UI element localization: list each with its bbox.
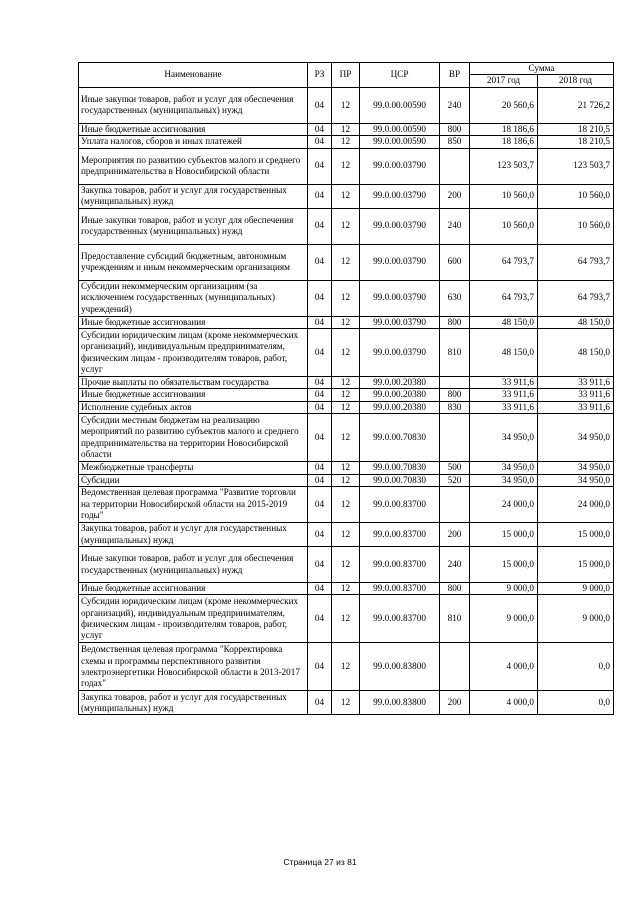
row-name: Исполнение судебных актов — [79, 401, 308, 413]
row-vr — [440, 414, 470, 462]
row-name: Иные бюджетные ассигнования — [79, 583, 308, 595]
row-csr: 99.0.00.20380 — [360, 401, 440, 413]
table-row — [79, 123, 614, 135]
row-name: Ведомственная целевая программа "Корректировка схемы и программы перспективного развития электроэнергетики Новосибирской области в 2013-2017 годах" — [79, 643, 308, 691]
row-csr: 99.0.00.00590 — [360, 136, 440, 148]
budget-table — [78, 62, 614, 715]
row-name: Иные бюджетные ассигнования — [79, 123, 308, 135]
table-row — [79, 377, 614, 389]
row-rz: 04 — [308, 462, 332, 474]
row-pr: 12 — [332, 329, 360, 377]
row-sum-2017: 33 911,6 — [470, 401, 538, 413]
row-sum-2017: 123 503,7 — [470, 148, 538, 184]
row-csr: 99.0.00.83700 — [360, 487, 440, 523]
table-row — [79, 329, 614, 377]
row-rz: 04 — [308, 643, 332, 691]
row-rz: 04 — [308, 474, 332, 486]
row-name: Субсидии юридическим лицам (кроме некоммерческих организаций), индивидуальным предпринимателям, физическим лицам - производителям товаров, работ, услуг — [79, 595, 308, 643]
row-rz: 04 — [308, 123, 332, 135]
row-sum-2018: 34 950,0 — [538, 474, 614, 486]
row-vr: 800 — [440, 583, 470, 595]
row-pr: 12 — [332, 487, 360, 523]
row-name: Межбюджетные трансферты — [79, 462, 308, 474]
row-sum-2017: 10 560,0 — [470, 184, 538, 208]
header-sum: Сумма — [470, 63, 614, 75]
row-sum-2018: 24 000,0 — [538, 487, 614, 523]
row-vr — [440, 487, 470, 523]
row-pr: 12 — [332, 583, 360, 595]
row-sum-2017: 24 000,0 — [470, 487, 538, 523]
row-pr: 12 — [332, 474, 360, 486]
table-row — [79, 462, 614, 474]
row-csr: 99.0.00.83700 — [360, 595, 440, 643]
row-sum-2018: 123 503,7 — [538, 148, 614, 184]
row-sum-2018: 33 911,6 — [538, 389, 614, 401]
table-row — [79, 280, 614, 316]
table-row — [79, 414, 614, 462]
row-rz: 04 — [308, 583, 332, 595]
row-rz: 04 — [308, 136, 332, 148]
table-row — [79, 208, 614, 244]
row-rz: 04 — [308, 208, 332, 244]
header-year-2018: 2018 год — [538, 75, 614, 87]
row-vr: 200 — [440, 523, 470, 547]
row-vr: 800 — [440, 389, 470, 401]
row-csr: 99.0.00.83700 — [360, 583, 440, 595]
row-pr: 12 — [332, 595, 360, 643]
row-name: Предоставление субсидий бюджетным, автономным учреждениям и иным некоммерческим организациям — [79, 244, 308, 280]
table-row — [79, 583, 614, 595]
header-pr: ПР — [332, 63, 360, 88]
row-sum-2018: 33 911,6 — [538, 377, 614, 389]
row-pr: 12 — [332, 136, 360, 148]
table-row — [79, 184, 614, 208]
header-year-2017: 2017 год — [470, 75, 538, 87]
row-vr: 630 — [440, 280, 470, 316]
row-vr: 800 — [440, 123, 470, 135]
row-sum-2018: 15 000,0 — [538, 547, 614, 583]
row-sum-2017: 10 560,0 — [470, 208, 538, 244]
row-sum-2017: 48 150,0 — [470, 329, 538, 377]
row-sum-2017: 34 950,0 — [470, 462, 538, 474]
row-rz: 04 — [308, 280, 332, 316]
row-rz: 04 — [308, 595, 332, 643]
row-sum-2017: 33 911,6 — [470, 389, 538, 401]
row-pr: 12 — [332, 208, 360, 244]
row-sum-2017: 18 186,6 — [470, 123, 538, 135]
table-row — [79, 487, 614, 523]
row-vr: 200 — [440, 691, 470, 715]
row-rz: 04 — [308, 184, 332, 208]
header-csr: ЦСР — [360, 63, 440, 88]
row-pr: 12 — [332, 148, 360, 184]
page-number: Страница 27 из 81 — [283, 857, 357, 867]
row-csr: 99.0.00.83800 — [360, 691, 440, 715]
row-csr: 99.0.00.70830 — [360, 462, 440, 474]
row-sum-2017: 48 150,0 — [470, 316, 538, 328]
row-sum-2017: 9 000,0 — [470, 595, 538, 643]
row-pr: 12 — [332, 316, 360, 328]
row-rz: 04 — [308, 148, 332, 184]
row-vr: 240 — [440, 87, 470, 123]
header-name: Наименование — [79, 63, 308, 88]
row-rz: 04 — [308, 244, 332, 280]
row-sum-2018: 64 793,7 — [538, 280, 614, 316]
row-name: Субсидии юридическим лицам (кроме некоммерческих организаций), индивидуальным предпринимателям, физическим лицам - производителям товаров, работ, услуг — [79, 329, 308, 377]
row-sum-2017: 4 000,0 — [470, 691, 538, 715]
row-name: Мероприятия по развитию субъектов малого и среднего предпринимательства в Новосибирской области — [79, 148, 308, 184]
row-csr: 99.0.00.83800 — [360, 643, 440, 691]
row-sum-2017: 64 793,7 — [470, 244, 538, 280]
row-vr — [440, 148, 470, 184]
table-row — [79, 547, 614, 583]
row-sum-2018: 33 911,6 — [538, 401, 614, 413]
row-csr: 99.0.00.70830 — [360, 414, 440, 462]
row-name: Уплата налогов, сборов и иных платежей — [79, 136, 308, 148]
row-pr: 12 — [332, 244, 360, 280]
table-row — [79, 691, 614, 715]
row-rz: 04 — [308, 377, 332, 389]
row-name: Прочие выплаты по обязательствам государства — [79, 377, 308, 389]
row-name: Иные закупки товаров, работ и услуг для обеспечения государственных (муниципальных) нужд — [79, 87, 308, 123]
row-name: Субсидии — [79, 474, 308, 486]
row-name: Иные бюджетные ассигнования — [79, 389, 308, 401]
row-vr: 240 — [440, 208, 470, 244]
row-name: Закупка товаров, работ и услуг для государственных (муниципальных) нужд — [79, 523, 308, 547]
row-rz: 04 — [308, 487, 332, 523]
row-vr: 810 — [440, 595, 470, 643]
row-name: Закупка товаров, работ и услуг для государственных (муниципальных) нужд — [79, 184, 308, 208]
row-sum-2018: 21 726,2 — [538, 87, 614, 123]
row-sum-2018: 48 150,0 — [538, 316, 614, 328]
row-name: Субсидии местным бюджетам на реализацию мероприятий по развитию субъектов малого и среднего предпринимательства на территории Новосибирской области — [79, 414, 308, 462]
row-name: Субсидии некоммерческим организациям (за исключением государственных (муниципальных) учреждений) — [79, 280, 308, 316]
table-row — [79, 244, 614, 280]
row-name: Иные бюджетные ассигнования — [79, 316, 308, 328]
row-name: Ведомственная целевая программа "Развитие торговли на территории Новосибирской области на 2015-2019 годы" — [79, 487, 308, 523]
row-vr: 830 — [440, 401, 470, 413]
row-csr: 99.0.00.70830 — [360, 474, 440, 486]
row-sum-2018: 34 950,0 — [538, 462, 614, 474]
row-sum-2017: 15 000,0 — [470, 547, 538, 583]
row-csr: 99.0.00.03790 — [360, 208, 440, 244]
row-pr: 12 — [332, 280, 360, 316]
table-row — [79, 523, 614, 547]
row-pr: 12 — [332, 547, 360, 583]
table-row — [79, 316, 614, 328]
row-vr: 240 — [440, 547, 470, 583]
row-sum-2017: 15 000,0 — [470, 523, 538, 547]
row-rz: 04 — [308, 547, 332, 583]
table-row — [79, 87, 614, 123]
row-sum-2017: 18 186,6 — [470, 136, 538, 148]
row-pr: 12 — [332, 401, 360, 413]
row-rz: 04 — [308, 316, 332, 328]
row-pr: 12 — [332, 377, 360, 389]
row-csr: 99.0.00.03790 — [360, 244, 440, 280]
row-sum-2018: 18 210,5 — [538, 136, 614, 148]
row-sum-2017: 34 950,0 — [470, 474, 538, 486]
row-pr: 12 — [332, 414, 360, 462]
row-sum-2018: 0,0 — [538, 643, 614, 691]
table-row — [79, 643, 614, 691]
row-sum-2017: 64 793,7 — [470, 280, 538, 316]
row-rz: 04 — [308, 401, 332, 413]
row-pr: 12 — [332, 87, 360, 123]
row-vr: 850 — [440, 136, 470, 148]
row-pr: 12 — [332, 643, 360, 691]
header-rz: РЗ — [308, 63, 332, 88]
row-csr: 99.0.00.00590 — [360, 87, 440, 123]
header-vr: ВР — [440, 63, 470, 88]
row-pr: 12 — [332, 462, 360, 474]
row-vr: 810 — [440, 329, 470, 377]
row-csr: 99.0.00.20380 — [360, 377, 440, 389]
row-sum-2017: 9 000,0 — [470, 583, 538, 595]
row-csr: 99.0.00.03790 — [360, 280, 440, 316]
row-pr: 12 — [332, 389, 360, 401]
row-sum-2017: 20 560,6 — [470, 87, 538, 123]
row-vr — [440, 377, 470, 389]
row-pr: 12 — [332, 184, 360, 208]
row-pr: 12 — [332, 123, 360, 135]
row-vr: 200 — [440, 184, 470, 208]
row-sum-2018: 9 000,0 — [538, 583, 614, 595]
row-rz: 04 — [308, 87, 332, 123]
row-name: Иные закупки товаров, работ и услуг для обеспечения государственных (муниципальных) нужд — [79, 208, 308, 244]
table-row — [79, 474, 614, 486]
row-csr: 99.0.00.83700 — [360, 547, 440, 583]
row-sum-2018: 10 560,0 — [538, 184, 614, 208]
row-sum-2018: 18 210,5 — [538, 123, 614, 135]
row-sum-2018: 64 793,7 — [538, 244, 614, 280]
table-row — [79, 148, 614, 184]
row-csr: 99.0.00.03790 — [360, 148, 440, 184]
row-sum-2017: 4 000,0 — [470, 643, 538, 691]
row-name: Иные закупки товаров, работ и услуг для обеспечения государственных (муниципальных) нужд — [79, 547, 308, 583]
row-rz: 04 — [308, 414, 332, 462]
row-csr: 99.0.00.03790 — [360, 316, 440, 328]
row-sum-2018: 10 560,0 — [538, 208, 614, 244]
row-vr — [440, 643, 470, 691]
table-header — [79, 63, 614, 88]
row-vr: 800 — [440, 316, 470, 328]
row-pr: 12 — [332, 523, 360, 547]
row-rz: 04 — [308, 523, 332, 547]
table-row — [79, 389, 614, 401]
row-sum-2018: 34 950,0 — [538, 414, 614, 462]
row-rz: 04 — [308, 389, 332, 401]
row-csr: 99.0.00.00590 — [360, 123, 440, 135]
table-row — [79, 401, 614, 413]
row-sum-2018: 0,0 — [538, 691, 614, 715]
row-sum-2018: 48 150,0 — [538, 329, 614, 377]
row-csr: 99.0.00.20380 — [360, 389, 440, 401]
row-csr: 99.0.00.03790 — [360, 184, 440, 208]
row-rz: 04 — [308, 329, 332, 377]
row-name: Закупка товаров, работ и услуг для государственных (муниципальных) нужд — [79, 691, 308, 715]
row-pr: 12 — [332, 691, 360, 715]
table-row — [79, 136, 614, 148]
row-vr: 520 — [440, 474, 470, 486]
table-body — [79, 87, 614, 715]
table-row — [79, 595, 614, 643]
row-sum-2017: 34 950,0 — [470, 414, 538, 462]
row-vr: 600 — [440, 244, 470, 280]
row-sum-2017: 33 911,6 — [470, 377, 538, 389]
row-sum-2018: 15 000,0 — [538, 523, 614, 547]
row-vr: 500 — [440, 462, 470, 474]
row-csr: 99.0.00.03790 — [360, 329, 440, 377]
row-csr: 99.0.00.83700 — [360, 523, 440, 547]
row-rz: 04 — [308, 691, 332, 715]
row-sum-2018: 9 000,0 — [538, 595, 614, 643]
